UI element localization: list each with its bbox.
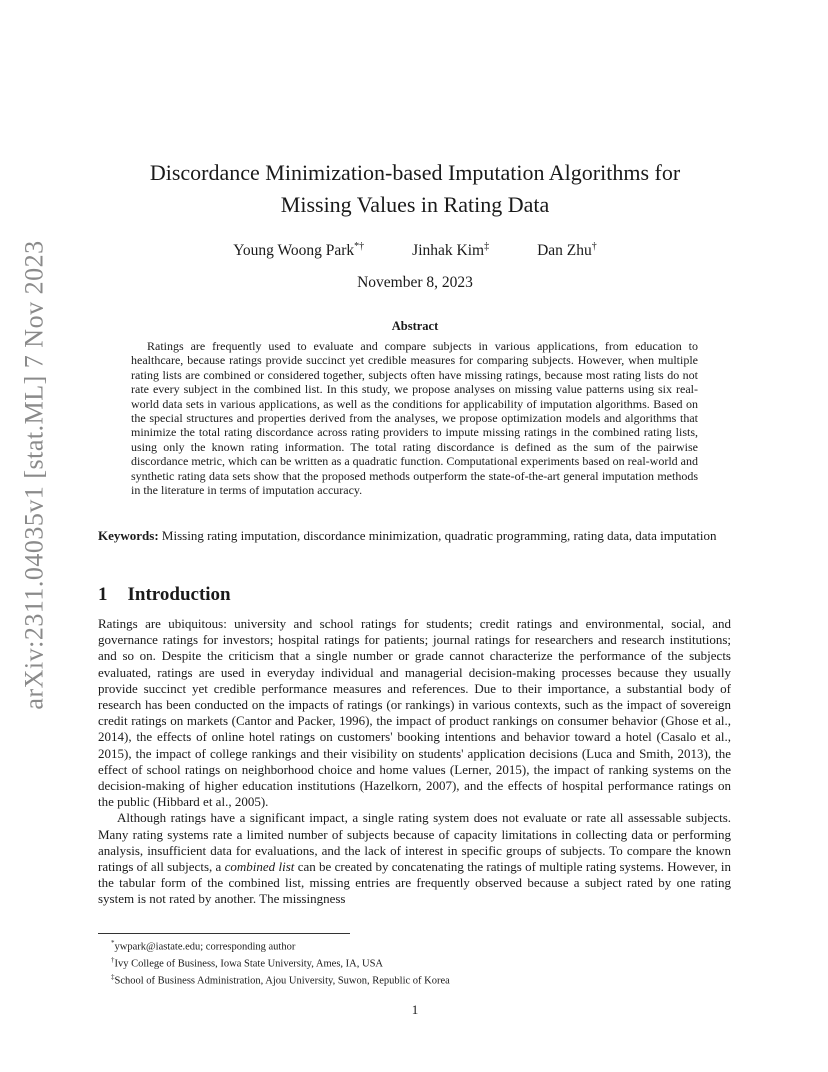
paragraph-text: can be created by concatenating the ratings of multiple rating systems. However, in the tabular form of the combined list, missing entries are frequently observed because a subject rated by one rating system is not rated by another. The missingness <box>98 859 732 907</box>
body-paragraph <box>98 810 731 907</box>
author <box>537 241 597 260</box>
footnote <box>111 954 711 971</box>
publication-date: November 8, 2023 <box>357 274 473 291</box>
paragraph-text: Although ratings have a significant impact, a single rating system does not evaluate or rate all assessable subjects. Many rating systems rate a limited number of subjects because of capacity limitations in collecting data or performing analysis, insufficient data for evaluations, and the lack of interest in specific groups of subjects. To compare the known ratings of all subjects, a <box>98 810 731 875</box>
section-number: 1 <box>98 584 108 605</box>
footnote-mark: † <box>111 956 115 964</box>
author <box>233 241 364 260</box>
emphasized-term: combined list <box>224 859 295 875</box>
author <box>412 241 489 260</box>
author-name: Young Woong Park <box>233 242 355 260</box>
footnotes <box>111 937 711 988</box>
arxiv-side-stamp <box>15 240 55 710</box>
section-heading <box>98 584 231 606</box>
author-affiliation-mark: *† <box>354 241 365 252</box>
title-line-2: Missing Values in Rating Data <box>280 192 550 217</box>
author-name: Dan Zhu <box>537 242 592 260</box>
footnote <box>111 937 711 954</box>
author-affiliation-mark: † <box>591 241 597 252</box>
footnote-divider <box>98 933 350 934</box>
section-title: Introduction <box>127 584 231 605</box>
body-paragraph: Ratings are ubiquitous: university and school ratings for students; credit ratings and environmental, social, and governance ratings for investors; hospital ratings for patients; journal ratings for researchers and research institutions; and so on. Despite the criticism that a single number or grade cannot characterize the performance of the subjects evaluated, ratings are used in everyday individual and managerial decision-making processes because they usually provide succinct yet credible performance measures and references. Due to their importance, a substantial body of research has been conducted on the impacts of ratings (or rankings) in various contexts, such as the impact of sovereign credit ratings on markets (Cantor and Packer, 1996), the impact of product rankings on consumer behavior (Ghose et al., 2014), the effects of online hotel ratings on customers' booking intentions and behavior toward a hotel (Casalo et al., 2015), the impact of college rankings and their visibility on students' application decisions (Luca and Smith, 2013), the effect of school ratings on neighborhood choice and home values (Lerner, 2015), the impact of ranking systems on the decision-making of higher education institutions (Hazelkorn, 2007), and the effects of hospital performance ratings on the public (Hibbard et al., 2005). <box>98 616 731 810</box>
abstract-text: Ratings are frequently used to evaluate and compare subjects in various applications, from education to healthcare, because ratings provide succinct yet credible measures for comparing subjects. However, when multiple rating lists are combined or considered together, subjects often have missing ratings, because most rating lists do not rate every subject in the combined list. In this study, we propose analyses on missing value patterns using six real-world data sets in various applications, as well as the conditions for applicability of imputation algorithms. Based on the special structures and properties derived from the analyses, we propose optimization models and algorithms that minimize the total rating discordance across rating providers to impute missing ratings in the combined rating lists, using only the known rating information. The total rating discordance is defined as the sum of the pairwise discordance metric, which can be written as a quadratic function. Computational experiments based on real-world and synthetic rating data sets show that the proposed methods outperform the state-of-the-art general imputation methods in the literature in terms of imputation accuracy. <box>131 339 698 498</box>
footnote-mark: * <box>111 939 115 947</box>
author-affiliation-mark: ‡ <box>484 241 490 252</box>
paper-title <box>100 157 730 221</box>
title-line-1: Discordance Minimization-based Imputation Algorithms for <box>149 160 681 185</box>
keywords <box>98 528 731 544</box>
author-name: Jinhak Kim <box>412 242 485 260</box>
author-list <box>100 241 730 260</box>
footnote-text: School of Business Administration, Ajou University, Suwon, Republic of Korea <box>114 975 450 987</box>
keywords-label: Keywords: <box>98 528 159 543</box>
page-number: 1 <box>411 1002 419 1017</box>
arxiv-identifier: arXiv:2311.04035v1 [stat.ML] 7 Nov 2023 <box>20 240 49 710</box>
footnote-mark: ‡ <box>111 973 115 981</box>
keywords-text: Missing rating imputation, discordance minimization, quadratic programming, rating data, data imputation <box>161 528 717 543</box>
footnote <box>111 971 711 988</box>
footnote-text: ywpark@iastate.edu; corresponding author <box>114 941 296 953</box>
abstract-heading: Abstract <box>391 319 439 333</box>
introduction-body <box>98 616 731 908</box>
footnote-text: Ivy College of Business, Iowa State University, Ames, IA, USA <box>114 958 383 970</box>
